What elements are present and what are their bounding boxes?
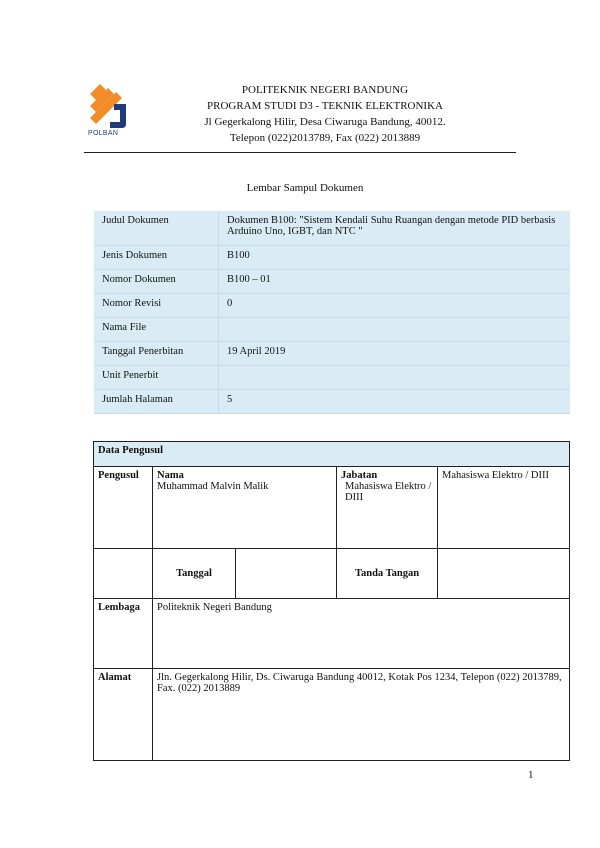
table-row: [94, 317, 570, 341]
table-row: [94, 341, 570, 365]
info-value: Dokumen B100: "Sistem Kendali Suhu Ruangan dengan metode PID berbasis Arduino Uno, IGBT, dan NTC ": [219, 211, 571, 245]
document-title: Lembar Sampul Dokumen: [246, 182, 364, 194]
info-label: Nama File: [94, 317, 219, 341]
table-row: [94, 365, 570, 389]
document-info-table: [94, 211, 570, 414]
jabatan-label: Jabatan: [341, 470, 378, 481]
page-number: 1: [528, 769, 534, 781]
tanggal-label: Tanggal: [153, 549, 236, 599]
contact-line: Telepon (022)2013789, Fax (022) 2013889: [229, 132, 421, 144]
jabatan-value: Mahasiswa Elektro / DIII: [345, 481, 432, 503]
table-row: [94, 269, 570, 293]
pengusul-label: Pengusul: [94, 467, 153, 549]
pengusul-table: [93, 441, 570, 761]
info-label: Nomor Dokumen: [94, 269, 219, 293]
tanggal-value: [236, 549, 337, 599]
info-label: Jumlah Halaman: [94, 389, 219, 413]
info-label: Judul Dokumen: [94, 211, 219, 245]
address-line: Jl Gegerkalong Hilir, Desa Ciwaruga Bandung, 40012.: [204, 116, 446, 128]
info-value: 5: [219, 389, 571, 413]
jabatan-cell: [337, 467, 438, 549]
section-title: Data Pengusul: [94, 442, 570, 467]
info-value: 0: [219, 293, 571, 317]
letterhead: [150, 82, 500, 146]
info-value: B100 – 01: [219, 269, 571, 293]
lembaga-label: Lembaga: [94, 599, 153, 669]
info-label: Tanggal Penerbitan: [94, 341, 219, 365]
jabatan-extra-cell: Mahasiswa Elektro / DIII: [438, 467, 570, 549]
info-value: 19 April 2019: [219, 341, 571, 365]
nama-value: Muhammad Malvin Malik: [157, 481, 269, 492]
table-row: [94, 211, 570, 245]
program-name: PROGRAM STUDI D3 - TEKNIK ELEKTRONIKA: [207, 100, 443, 112]
info-value: [219, 317, 571, 341]
alamat-value: Jln. Gegerkalong Hilir, Ds. Ciwaruga Bandung 40012, Kotak Pos 1234, Telepon (022) 2013789, Fax. (022) 2013889: [153, 669, 570, 761]
info-label: Jenis Dokumen: [94, 245, 219, 269]
header-divider: [84, 152, 516, 153]
tanda-tangan-value: [438, 549, 570, 599]
table-row: [94, 245, 570, 269]
nama-label: Nama: [157, 470, 184, 481]
table-row: [94, 293, 570, 317]
info-label: Nomor Revisi: [94, 293, 219, 317]
nama-cell: [153, 467, 337, 549]
info-value: B100: [219, 245, 571, 269]
institution-name: POLITEKNIK NEGERI BANDUNG: [241, 84, 409, 96]
table-row: [94, 389, 570, 413]
empty-cell: [94, 549, 153, 599]
logo-text: POLBAN: [88, 130, 119, 137]
info-value: [219, 365, 571, 389]
tanda-tangan-label: Tanda Tangan: [337, 549, 438, 599]
info-label: Unit Penerbit: [94, 365, 219, 389]
alamat-label: Alamat: [94, 669, 153, 761]
lembaga-value: Politeknik Negeri Bandung: [153, 599, 570, 669]
